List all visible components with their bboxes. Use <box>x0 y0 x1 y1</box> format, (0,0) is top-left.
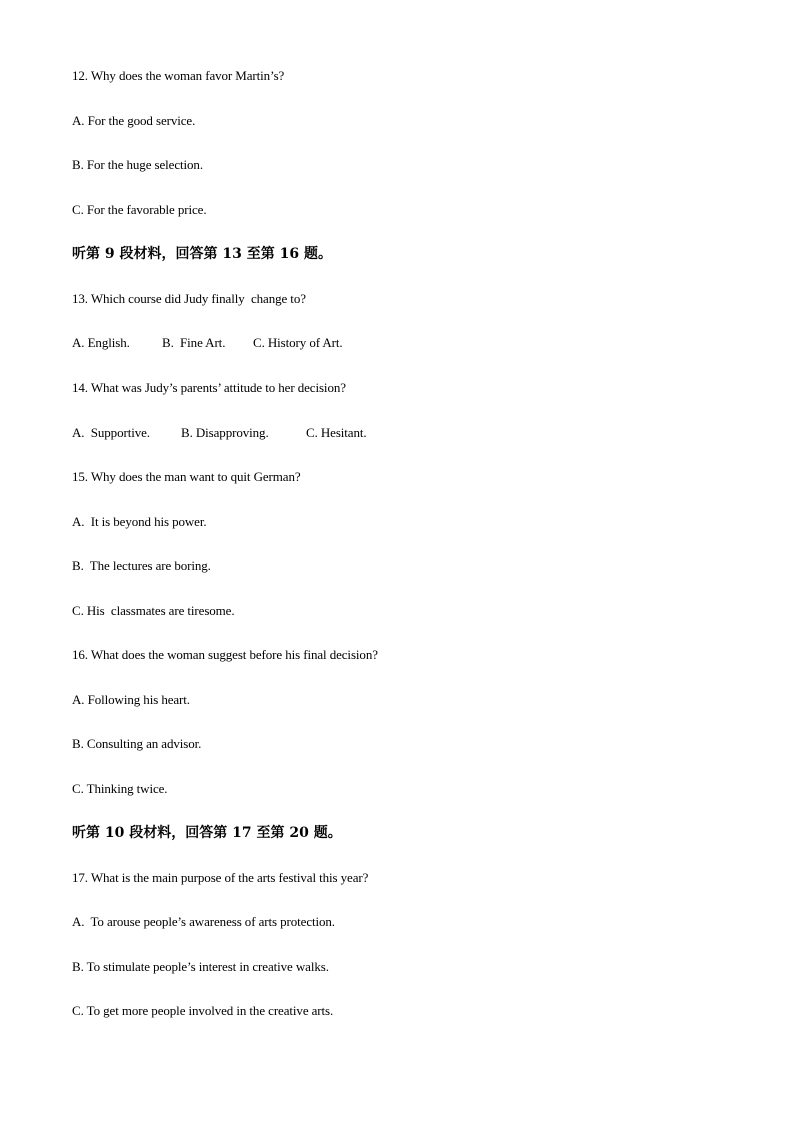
question-16-option-c: C. Thinking twice. <box>72 781 168 796</box>
question-17-option-a: A. To arouse people’s awareness of arts protection. <box>72 914 335 929</box>
question-12-option-c: C. For the favorable price. <box>72 202 207 217</box>
question-12-option-b: B. For the huge selection. <box>72 157 203 172</box>
question-17-option-c: C. To get more people involved in the creative arts. <box>72 1003 334 1018</box>
question-13-option-b: B. Fine Art. <box>162 335 226 350</box>
question-12: 12. Why does the woman favor Martin’s? <box>72 68 285 83</box>
question-12-option-a: A. For the good service. <box>72 113 196 128</box>
question-14-option-b: B. Disapproving. <box>181 425 269 440</box>
question-14-option-a: A. Supportive. <box>72 425 150 440</box>
question-13-option-a: A. English. <box>72 335 130 350</box>
section-heading-10: 听第 10 段材料，回答第 17 至第 20 题。 <box>72 825 342 841</box>
question-17-option-b: B. To stimulate people’s interest in creative walks. <box>72 959 329 974</box>
question-13-option-c: C. History of Art. <box>253 335 343 350</box>
question-16-option-a: A. Following his heart. <box>72 692 190 707</box>
question-15-option-c: C. His classmates are tiresome. <box>72 603 235 618</box>
question-14: 14. What was Judy’s parents’ attitude to her decision? <box>72 380 346 395</box>
question-16: 16. What does the woman suggest before his final decision? <box>72 647 378 662</box>
question-15-option-b: B. The lectures are boring. <box>72 558 211 573</box>
question-15-option-a: A. It is beyond his power. <box>72 514 207 529</box>
question-14-option-c: C. Hesitant. <box>306 425 367 440</box>
question-13: 13. Which course did Judy finally change to? <box>72 291 306 306</box>
section-heading-9: 听第 9 段材料，回答第 13 至第 16 题。 <box>72 246 332 262</box>
question-16-option-b: B. Consulting an advisor. <box>72 736 202 751</box>
question-15: 15. Why does the man want to quit German? <box>72 469 301 484</box>
question-17: 17. What is the main purpose of the arts festival this year? <box>72 870 369 885</box>
